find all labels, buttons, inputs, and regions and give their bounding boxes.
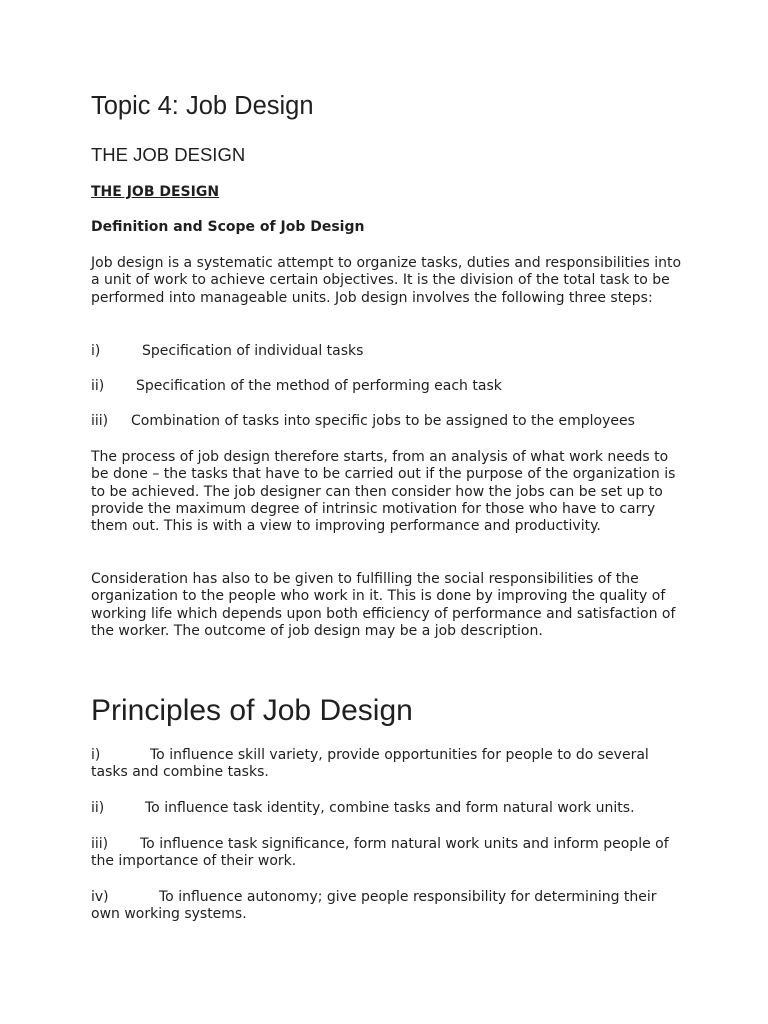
process-paragraph: The process of job design therefore starts, from an analysis of what work needs to be done – the tasks that have to be carried out if the purpose of the organization is to be achieved. The job designer can then consider how the jobs can be set up to provide the maximum degree of intrinsic motivation for those who have to carry them out. This is with a view to improving performance and productivity. (91, 449, 676, 535)
subtitle: THE JOB DESIGN (91, 144, 246, 165)
step-text: Combination of tasks into specific jobs to be assigned to the employees (131, 413, 635, 429)
principle-item (91, 747, 687, 782)
step-item (91, 378, 687, 395)
principle-item (91, 800, 687, 817)
consideration-paragraph: Consideration has also to be given to fulfilling the social responsibilities of the organization to the people who work in it. This is done by improving the quality of working life which depends upon both efficiency of performance and satisfaction of the worker. The outcome of job design may be a job description. (91, 571, 676, 639)
intro-paragraph: Job design is a systematic attempt to organize tasks, duties and responsibilities into a unit of work to achieve certain objectives. It is the division of the total task to be performed into manageable units. Job design involves the following three steps: (91, 255, 682, 306)
step-number: i) (91, 343, 101, 359)
step-number: iii) (91, 413, 109, 429)
topic-title: Topic 4: Job Design (91, 92, 314, 120)
section-heading: Definition and Scope of Job Design (91, 219, 365, 235)
underlined-heading: THE JOB DESIGN (91, 184, 220, 200)
step-number: ii) (91, 378, 105, 394)
principle-number: ii) (91, 800, 105, 816)
principle-text: To influence task significance, form natural work units and inform people of the importance of their work. (91, 836, 669, 870)
principle-number: i) (91, 747, 101, 763)
principle-text: To influence autonomy; give people responsibility for determining their own working systems. (91, 889, 657, 923)
step-text: Specification of individual tasks (142, 343, 364, 359)
principle-item (91, 836, 687, 871)
step-item (91, 343, 687, 360)
principle-text: To influence task identity, combine tasks and form natural work units. (145, 800, 635, 816)
step-text: Specification of the method of performing each task (136, 378, 502, 394)
principle-item (91, 889, 687, 924)
step-item (91, 413, 687, 430)
principle-text: To influence skill variety, provide opportunities for people to do several tasks and combine tasks. (91, 747, 649, 781)
principle-number: iv) (91, 889, 109, 905)
principle-number: iii) (91, 836, 109, 852)
principles-heading: Principles of Job Design (91, 694, 413, 727)
